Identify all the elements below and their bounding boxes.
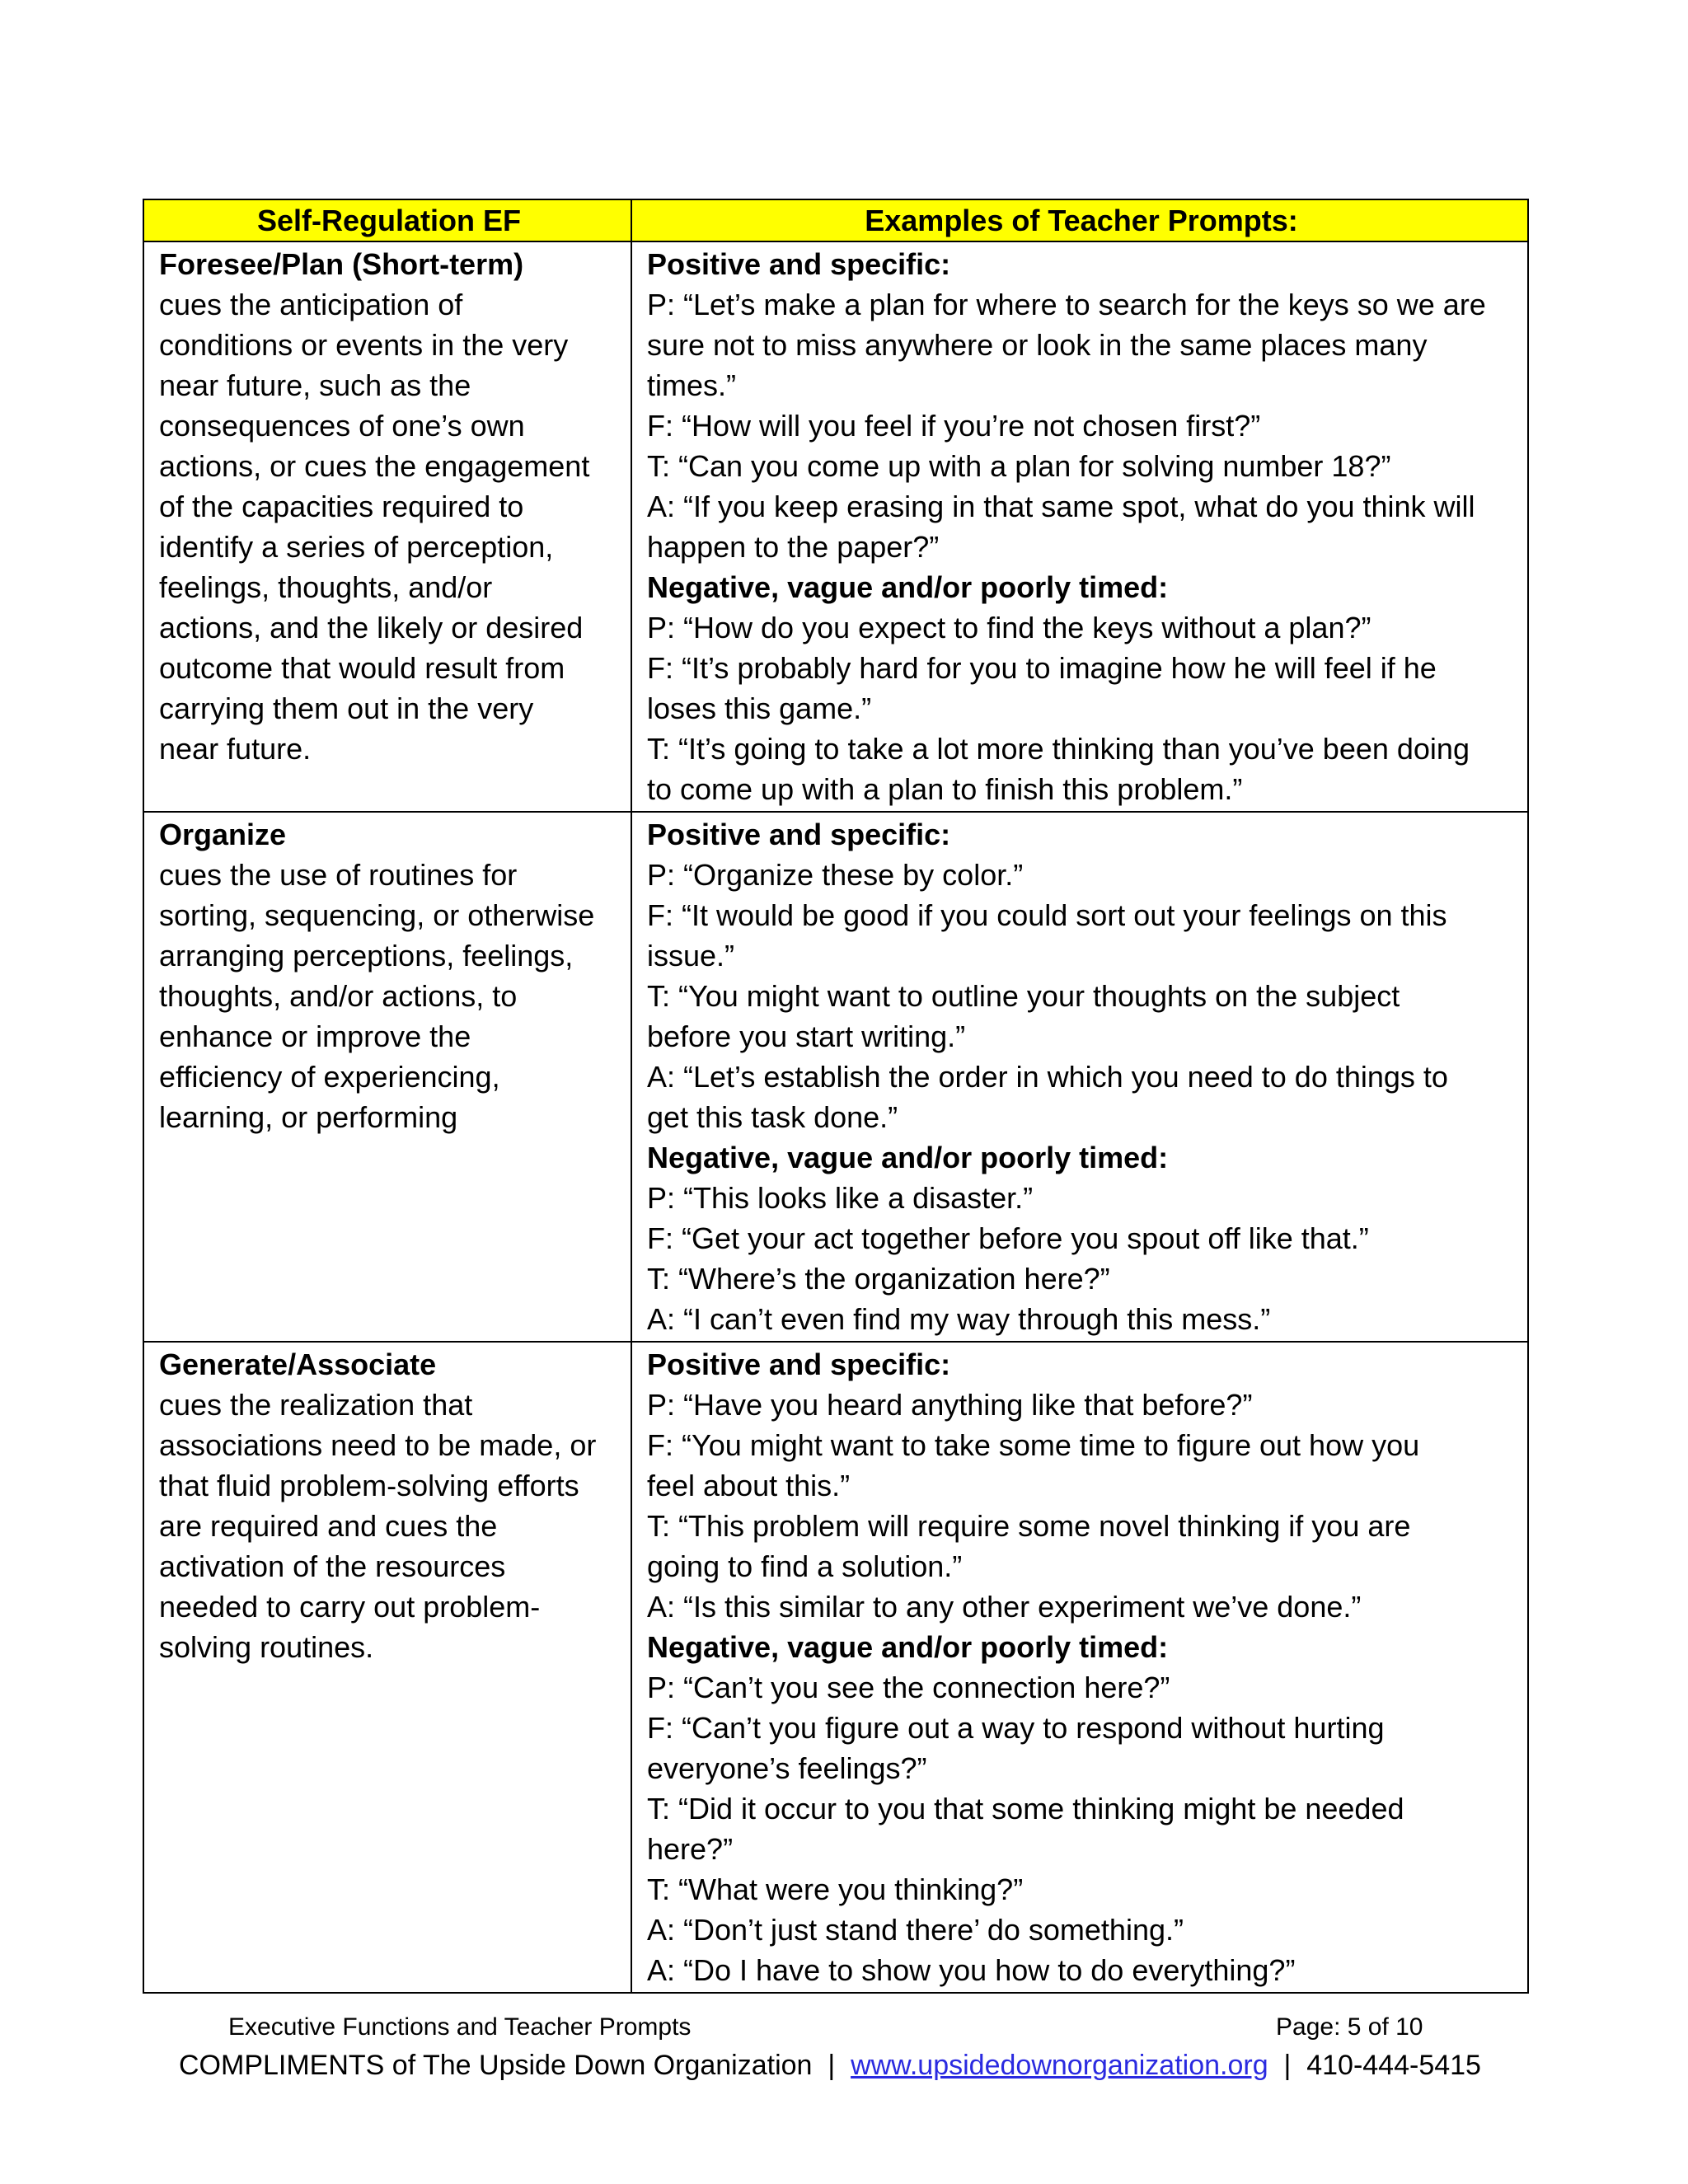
table-row	[143, 1342, 1528, 1993]
prompt-category-heading: Positive and specific:	[647, 818, 951, 851]
function-description-line: carrying them out in the very	[159, 691, 534, 725]
prompts-cell	[631, 241, 1528, 812]
function-description-line: associations need to be made, or	[159, 1428, 597, 1462]
function-description-line: arranging perceptions, feelings,	[159, 939, 574, 972]
prompt-line: F: “You might want to take some time to figure out how you	[647, 1428, 1420, 1462]
footer-compliments-prefix: COMPLIMENTS of The Upside Down Organization |	[179, 2050, 851, 2081]
prompt-line: get this task done.”	[647, 1100, 898, 1134]
prompt-line: going to find a solution.”	[647, 1549, 963, 1583]
function-description-line: are required and cues the	[159, 1509, 498, 1543]
footer-page-number: Page: 5 of 10	[1276, 2013, 1423, 2041]
prompt-line: P: “Can’t you see the connection here?”	[647, 1671, 1170, 1704]
prompt-line: P: “Organize these by color.”	[647, 858, 1024, 892]
prompt-line: happen to the paper?”	[647, 530, 940, 564]
prompt-line: P: “How do you expect to find the keys without a plan?”	[647, 611, 1372, 644]
prompt-line: P: “Let’s make a plan for where to search for the keys so we are	[647, 288, 1486, 321]
function-description-line: learning, or performing	[159, 1100, 458, 1134]
function-description-line: actions, and the likely or desired	[159, 611, 584, 644]
prompt-line: A: “Do I have to show you how to do everything?”	[647, 1953, 1296, 1987]
function-description-line: thoughts, and/or actions, to	[159, 979, 518, 1013]
function-cell	[143, 1342, 631, 1993]
function-description-line: identify a series of perception,	[159, 530, 554, 564]
function-description-line: of the capacities required to	[159, 490, 524, 523]
prompt-category-heading: Negative, vague and/or poorly timed:	[647, 1630, 1169, 1664]
function-cell	[143, 812, 631, 1342]
header-teacher-prompts: Examples of Teacher Prompts:	[631, 199, 1528, 241]
prompt-line: T: “Where’s the organization here?”	[647, 1262, 1110, 1296]
prompt-line: T: “This problem will require some novel thinking if you are	[647, 1509, 1411, 1543]
footer-phone: | 410-444-5415	[1268, 2050, 1481, 2081]
function-description-line: near future, such as the	[159, 368, 471, 402]
prompt-line: P: “This looks like a disaster.”	[647, 1181, 1034, 1215]
prompts-cell	[631, 1342, 1528, 1993]
prompt-line: feel about this.”	[647, 1469, 851, 1502]
prompts-cell	[631, 812, 1528, 1342]
prompt-line: P: “Have you heard anything like that before?”	[647, 1388, 1253, 1422]
function-title: Foresee/Plan (Short-term)	[159, 247, 524, 281]
executive-functions-table	[143, 199, 1529, 1994]
prompt-line: issue.”	[647, 939, 735, 972]
function-description-line: outcome that would result from	[159, 651, 565, 685]
prompt-line: A: “If you keep erasing in that same spot, what do you think will	[647, 490, 1475, 523]
prompt-line: A: “Don’t just stand there’ do something.”	[647, 1913, 1184, 1947]
prompt-category-heading: Positive and specific:	[647, 1347, 951, 1381]
prompt-line: T: “Did it occur to you that some thinking might be needed	[647, 1792, 1404, 1825]
function-cell	[143, 241, 631, 812]
website-link[interactable]: www.upsidedownorganization.org	[851, 2050, 1268, 2081]
function-description-line: cues the use of routines for	[159, 858, 518, 892]
prompt-category-heading: Negative, vague and/or poorly timed:	[647, 1141, 1169, 1174]
prompt-line: here?”	[647, 1832, 734, 1866]
prompt-line: T: “It’s going to take a lot more thinking than you’ve been doing	[647, 732, 1470, 766]
function-description-line: cues the realization that	[159, 1388, 473, 1422]
prompt-line: F: “Get your act together before you spout off like that.”	[647, 1221, 1369, 1255]
prompt-line: to come up with a plan to finish this problem.”	[647, 772, 1243, 806]
prompt-line: loses this game.”	[647, 691, 872, 725]
function-description-line: cues the anticipation of	[159, 288, 463, 321]
footer-document-title: Executive Functions and Teacher Prompts	[228, 2013, 692, 2041]
function-description-line: solving routines.	[159, 1630, 374, 1664]
table-row	[143, 812, 1528, 1342]
function-description-line: efficiency of experiencing,	[159, 1060, 500, 1094]
prompt-line: everyone’s feelings?”	[647, 1751, 927, 1785]
function-description-line: conditions or events in the very	[159, 328, 569, 362]
function-description-line: feelings, thoughts, and/or	[159, 570, 493, 604]
prompt-line: T: “You might want to outline your thoughts on the subject	[647, 979, 1400, 1013]
prompt-line: times.”	[647, 368, 736, 402]
prompt-category-heading: Negative, vague and/or poorly timed:	[647, 570, 1169, 604]
function-title: Generate/Associate	[159, 1347, 437, 1381]
table-row	[143, 241, 1528, 812]
prompt-category-heading: Positive and specific:	[647, 247, 951, 281]
prompt-line: A: “Is this similar to any other experiment we’ve done.”	[647, 1590, 1362, 1624]
prompt-line: A: “Let’s establish the order in which you need to do things to	[647, 1060, 1448, 1094]
prompt-line: F: “It’s probably hard for you to imagine how he will feel if he	[647, 651, 1437, 685]
prompt-line: T: “What were you thinking?”	[647, 1872, 1024, 1906]
footer-compliments	[179, 2047, 1509, 2083]
prompt-line: F: “It would be good if you could sort out your feelings on this	[647, 898, 1447, 932]
table-body	[143, 241, 1528, 1993]
prompt-line: A: “I can’t even find my way through this mess.”	[647, 1302, 1271, 1336]
header-self-regulation-ef: Self-Regulation EF	[143, 199, 631, 241]
prompt-line: T: “Can you come up with a plan for solving number 18?”	[647, 449, 1391, 483]
function-description-line: actions, or cues the engagement	[159, 449, 590, 483]
prompt-line: F: “How will you feel if you’re not chosen first?”	[647, 409, 1261, 443]
function-title: Organize	[159, 818, 287, 851]
function-description-line: enhance or improve the	[159, 1019, 471, 1053]
prompt-line: sure not to miss anywhere or look in the same places many	[647, 328, 1428, 362]
prompt-line: before you start writing.”	[647, 1019, 966, 1053]
function-description-line: needed to carry out problem-	[159, 1590, 541, 1624]
function-description-line: consequences of one’s own	[159, 409, 525, 443]
function-description-line: near future.	[159, 732, 312, 766]
function-description-line: sorting, sequencing, or otherwise	[159, 898, 595, 932]
prompt-line: F: “Can’t you figure out a way to respond without hurting	[647, 1711, 1385, 1745]
function-description-line: activation of the resources	[159, 1549, 506, 1583]
function-description-line: that fluid problem-solving efforts	[159, 1469, 579, 1502]
table-header-row	[143, 199, 1528, 241]
